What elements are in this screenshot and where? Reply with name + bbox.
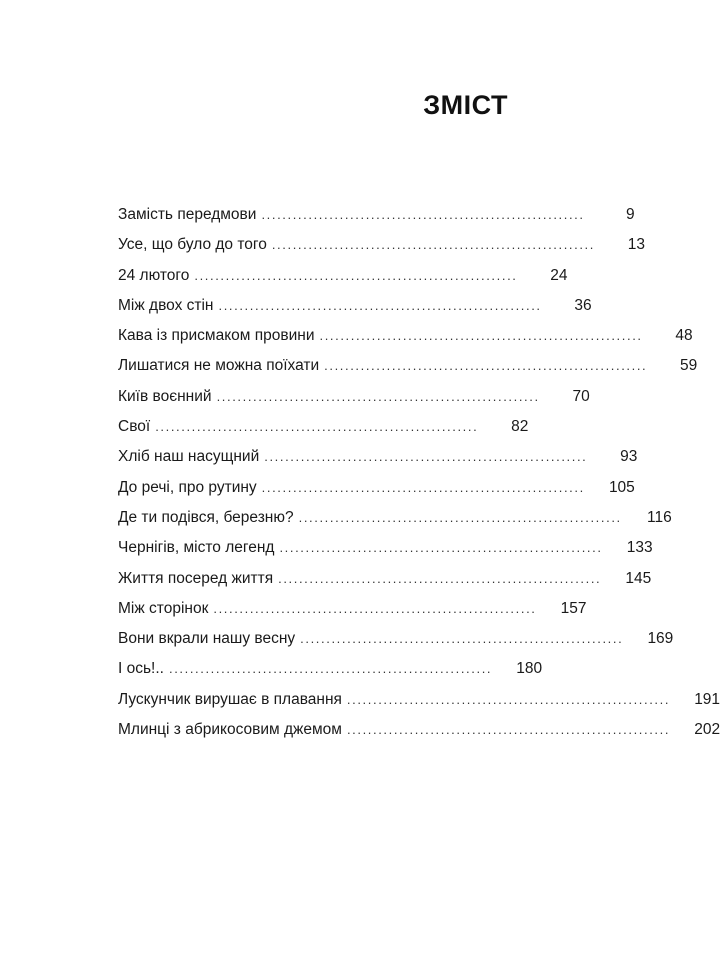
dot-leader: ..............................................................	[264, 449, 588, 465]
toc-entry-title: Між двох стін	[118, 296, 214, 314]
toc-entry-title: Вони вкрали нашу весну	[118, 630, 296, 648]
toc-entry-page: 169	[647, 630, 674, 648]
dot-leader: ..............................................................	[279, 540, 603, 556]
toc-entry-page: 36	[574, 296, 592, 314]
toc-entry-title: До речі, про рутину	[118, 478, 257, 496]
toc-entry-title: Життя посеред життя	[118, 569, 274, 587]
toc-entry	[118, 503, 672, 533]
toc-entry	[118, 321, 693, 351]
toc-entry	[118, 261, 568, 291]
dot-leader: ..............................................................	[300, 631, 624, 647]
dot-leader: ..............................................................	[346, 691, 671, 707]
toc-entry	[118, 382, 590, 412]
toc-entry	[118, 715, 720, 745]
table-of-contents	[118, 200, 720, 745]
dot-leader: ..............................................................	[216, 388, 540, 404]
toc-entry-page: 93	[620, 448, 638, 466]
dot-leader: ..............................................................	[324, 358, 648, 374]
toc-entry-page: 70	[572, 387, 590, 405]
toc-entry-page: 82	[511, 418, 529, 436]
toc-entry-page: 59	[680, 357, 698, 375]
toc-entry-page: 105	[608, 478, 635, 496]
dot-leader: ..............................................................	[346, 722, 671, 738]
dot-leader: ..............................................................	[298, 509, 622, 525]
toc-entry	[118, 594, 587, 624]
dot-leader: ..............................................................	[319, 328, 643, 344]
toc-entry	[118, 685, 720, 715]
toc-entry-page: 133	[626, 539, 653, 557]
toc-entry	[118, 351, 698, 381]
toc-entry-page: 13	[627, 236, 645, 254]
toc-entry-title: Чернігів, місто легенд	[118, 539, 275, 557]
toc-entry-title: Між сторінок	[118, 599, 209, 617]
toc-entry	[118, 533, 653, 563]
toc-entry	[118, 412, 529, 442]
toc-entry	[118, 624, 674, 654]
page-title: ЗМІСТ	[423, 90, 508, 120]
toc-entry-page: 180	[516, 660, 543, 678]
toc-entry-page: 48	[675, 327, 693, 345]
toc-entry-title: Усе, що було до того	[118, 236, 267, 254]
dot-leader: ..............................................................	[261, 479, 585, 495]
dot-leader: ..............................................................	[278, 570, 602, 586]
toc-entry-title: Київ воєнний	[118, 387, 212, 405]
toc-entry-title: Лускунчик вирушає в плавання	[118, 690, 342, 708]
toc-entry	[118, 200, 635, 230]
toc-entry-title: Хліб наш насущний	[118, 448, 260, 466]
toc-entry-title: Млинці з абрикосовим джемом	[118, 721, 342, 739]
toc-entry-page: 116	[647, 508, 672, 526]
toc-entry-title: Свої	[118, 418, 151, 436]
toc-entry	[118, 564, 652, 594]
dot-leader: ..............................................................	[271, 237, 595, 253]
toc-entry	[118, 230, 645, 260]
toc-entry-title: Лишатися не можна поїхати	[118, 357, 320, 375]
toc-entry-page: 157	[560, 599, 587, 617]
toc-entry-page: 145	[625, 569, 652, 587]
toc-entry-page: 191	[694, 690, 720, 708]
toc-entry-page: 24	[550, 266, 568, 284]
toc-entry	[118, 654, 543, 684]
toc-entry-title: Де ти подівся, березню?	[118, 508, 294, 526]
dot-leader: ..............................................................	[218, 297, 542, 313]
dot-leader: ..............................................................	[155, 419, 479, 435]
dot-leader: ..............................................................	[168, 661, 493, 677]
toc-entry-title: Замість передмови	[118, 206, 257, 223]
toc-entry	[118, 473, 635, 503]
toc-entry-page: 9	[625, 206, 635, 223]
toc-entry-page: 202	[694, 721, 720, 739]
dot-leader: ..............................................................	[194, 267, 518, 283]
toc-entry-title: І ось!..	[118, 660, 164, 678]
toc-entry	[118, 291, 592, 321]
toc-entry-title: Кава із присмаком провини	[118, 327, 315, 345]
dot-leader: ..............................................................	[261, 207, 585, 222]
toc-entry-title: 24 лютого	[118, 266, 190, 284]
dot-leader: ..............................................................	[213, 600, 537, 616]
toc-entry	[118, 442, 638, 472]
